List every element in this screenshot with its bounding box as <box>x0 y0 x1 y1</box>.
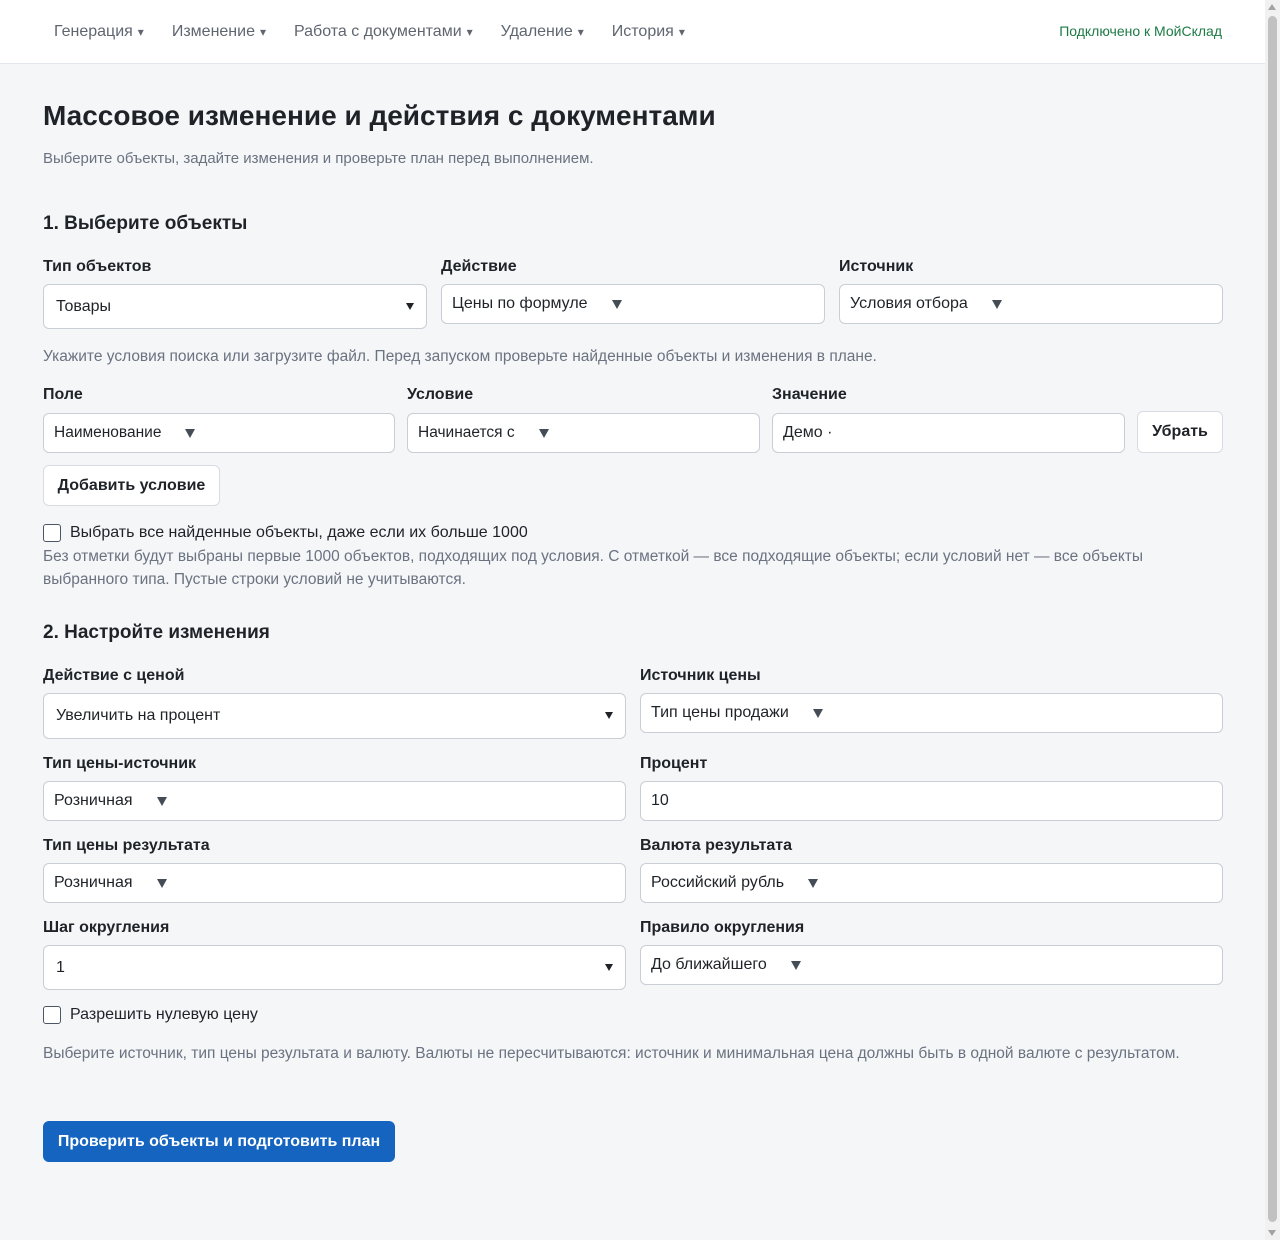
percent-input[interactable] <box>640 781 1223 821</box>
chevron-down-icon: ▾ <box>466 25 473 39</box>
dropdown-arrow-icon <box>813 709 823 718</box>
condition-value-input[interactable] <box>772 413 1125 453</box>
chevron-down-icon: ▾ <box>577 25 584 39</box>
section-2-title: 2. Настройте изменения <box>43 622 270 643</box>
dropdown-arrow-icon <box>406 303 414 310</box>
changes-hint: Выберите источник, тип цены результата и валюту. Валюты не пересчитываются: источник и минимальная цена должны быть в одной валюте с результатом. <box>43 1045 1180 1062</box>
object-type-value: Товары <box>56 297 112 315</box>
source-select[interactable] <box>839 284 1223 324</box>
source-price-type-select[interactable] <box>43 781 626 821</box>
dropdown-arrow-icon <box>791 961 801 970</box>
dropdown-arrow-icon <box>992 300 1002 309</box>
source-price-type-value: Розничная <box>54 792 133 809</box>
dropdown-arrow-icon <box>185 429 195 438</box>
add-condition-button[interactable]: Добавить условие <box>43 465 220 506</box>
select-all-hint: Без отметки будут выбраны первые 1000 объектов, подходящих под условия. С отметкой — все подходящие объекты; если условий нет — все объекты выбранного типа. Пустые строки условий не учитываются. <box>43 548 1144 588</box>
object-type-select[interactable] <box>43 284 427 329</box>
dropdown-arrow-icon <box>157 797 167 806</box>
condition-operator-select[interactable] <box>407 413 760 453</box>
allow-zero-price-label[interactable]: Разрешить нулевую цену <box>70 1006 258 1023</box>
nav-item-label: Работа с документами <box>294 23 462 40</box>
condition-field-select[interactable] <box>43 413 395 453</box>
rounding-step-label: Шаг округления <box>43 919 170 936</box>
action-select[interactable] <box>441 284 825 324</box>
rounding-rule-value: До ближайшего <box>651 956 767 973</box>
nav-item-delete[interactable] <box>501 23 584 41</box>
dropdown-arrow-icon <box>605 712 613 719</box>
allow-zero-price-checkbox[interactable] <box>43 1006 61 1024</box>
dropdown-arrow-icon <box>808 879 818 888</box>
condition-operator-label: Условие <box>407 386 474 403</box>
rounding-step-value: 1 <box>56 958 65 976</box>
source-value: Условия отбора <box>850 295 968 312</box>
price-action-label: Действие с ценой <box>43 667 185 684</box>
source-label: Источник <box>839 258 914 275</box>
scroll-down-arrow-icon[interactable] <box>1268 1230 1276 1236</box>
price-source-value: Тип цены продажи <box>651 704 789 721</box>
result-price-type-value: Розничная <box>54 874 133 891</box>
nav-item-history[interactable] <box>612 23 685 41</box>
object-type-label: Тип объектов <box>43 258 152 275</box>
rounding-step-select[interactable] <box>43 945 626 990</box>
condition-field-value: Наименование <box>54 424 162 441</box>
result-currency-label: Валюта результата <box>640 837 793 854</box>
percent-label: Процент <box>640 755 708 772</box>
percent-value: 10 <box>651 792 669 809</box>
page-subtitle: Выберите объекты, задайте изменения и проверьте план перед выполнением. <box>43 150 594 167</box>
condition-value-text: Демо · <box>783 424 833 441</box>
condition-operator-value: Начинается с <box>418 424 515 441</box>
condition-field-label: Поле <box>43 386 83 403</box>
result-price-type-label: Тип цены результата <box>43 837 210 854</box>
select-all-label[interactable]: Выбрать все найденные объекты, даже если их больше 1000 <box>70 524 528 541</box>
price-action-select[interactable] <box>43 693 626 739</box>
action-value: Цены по формуле <box>452 295 588 312</box>
rounding-rule-select[interactable] <box>640 945 1223 985</box>
connection-status: Подключено к МойСклад <box>1059 23 1222 39</box>
price-action-value: Увеличить на процент <box>56 707 221 724</box>
conditions-hint: Укажите условия поиска или загрузите файл. Перед запуском проверьте найденные объекты и изменения в плане. <box>43 348 877 365</box>
nav-item-generation[interactable] <box>54 23 144 41</box>
nav-item-label: Генерация <box>54 23 133 40</box>
remove-condition-button[interactable]: Убрать <box>1137 411 1223 453</box>
chevron-down-icon: ▾ <box>259 25 266 39</box>
select-all-checkbox[interactable] <box>43 524 61 542</box>
rounding-rule-label: Правило округления <box>640 919 805 936</box>
source-price-type-label: Тип цены-источник <box>43 755 197 772</box>
check-and-plan-button[interactable]: Проверить объекты и подготовить план <box>43 1121 395 1162</box>
price-source-select[interactable] <box>640 693 1223 733</box>
nav-item-label: Удаление <box>500 23 573 40</box>
dropdown-arrow-icon <box>605 964 613 971</box>
top-navbar <box>0 0 1265 64</box>
action-label: Действие <box>441 258 517 275</box>
section-1-title: 1. Выберите объекты <box>43 213 248 234</box>
chevron-down-icon: ▾ <box>137 25 144 39</box>
page-title: Массовое изменение и действия с документами <box>43 100 716 131</box>
result-currency-value: Российский рубль <box>651 874 785 891</box>
chevron-down-icon: ▾ <box>678 25 685 39</box>
result-currency-select[interactable] <box>640 863 1223 903</box>
condition-value-label: Значение <box>772 386 847 403</box>
dropdown-arrow-icon <box>539 429 549 438</box>
price-source-label: Источник цены <box>640 667 761 684</box>
nav-item-label: История <box>611 23 674 40</box>
main-nav <box>40 0 699 64</box>
scroll-up-arrow-icon[interactable] <box>1268 4 1276 10</box>
dropdown-arrow-icon <box>612 300 622 309</box>
vertical-scrollbar[interactable] <box>1265 0 1280 1240</box>
scroll-thumb[interactable] <box>1268 16 1277 1222</box>
nav-item-documents[interactable] <box>294 23 473 41</box>
nav-item-label: Изменение <box>171 23 255 40</box>
result-price-type-select[interactable] <box>43 863 626 903</box>
nav-item-change[interactable] <box>172 23 266 41</box>
dropdown-arrow-icon <box>157 879 167 888</box>
